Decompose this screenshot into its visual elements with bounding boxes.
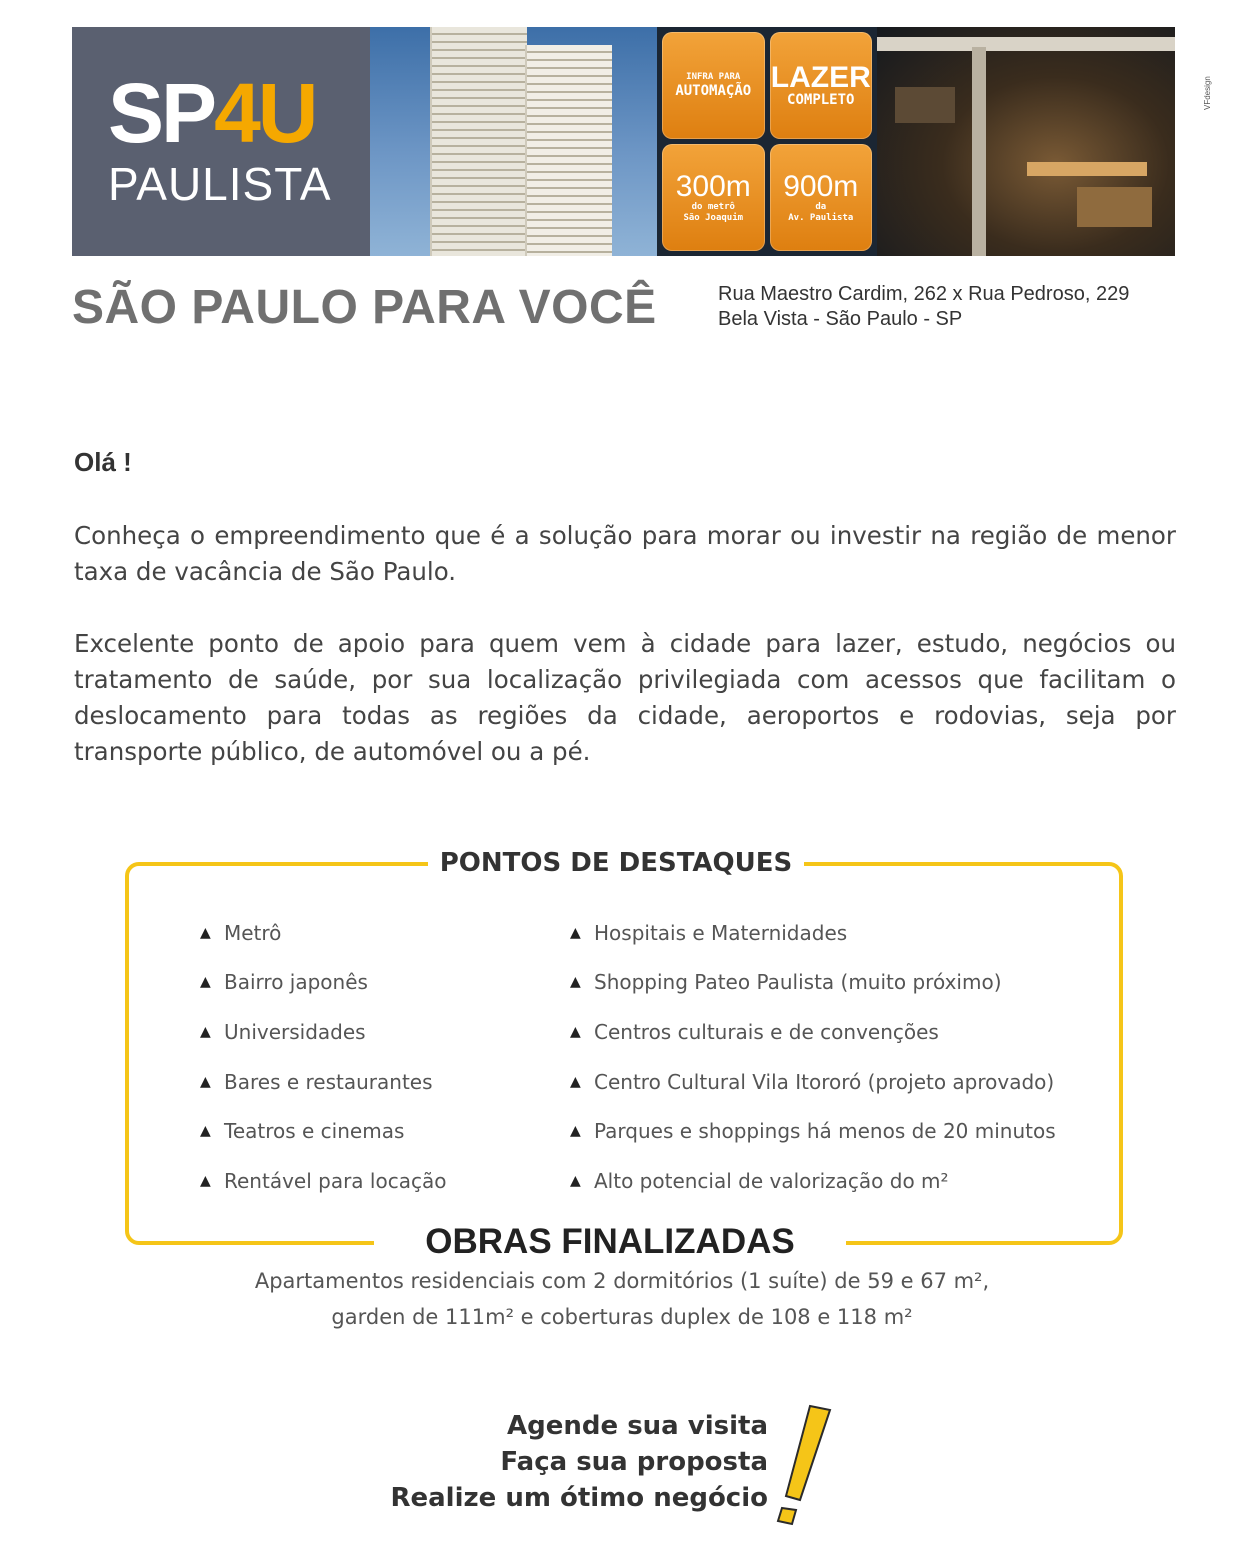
list-item: ▲ Metrô [200,920,282,945]
tower-facade [430,27,527,256]
cta-line-3: Realize um ótimo negócio [390,1483,768,1513]
range-hood [895,87,955,123]
intro-paragraph: Conheça o empreendimento que é a solução para morar ou investir na região de menor taxa de vacância de São Paulo. [74,521,1176,586]
list-item: ▲ Parques e shoppings há menos de 20 minutos [570,1119,1056,1144]
list-item: ▲ Teatros e cinemas [200,1119,405,1144]
table [1027,162,1147,176]
highlights-right-column [570,908,1056,1206]
highlights-title: PONTOS DE DESTAQUES [428,843,804,883]
triangle-bullet-icon: ▲ [570,974,581,991]
badge-leisure: LAZER COMPLETO [770,32,873,139]
units-line-2: garden de 111m² e coberturas duplex de 108 e 118 m² [331,1305,913,1329]
list-item: ▲ Rentável para locação [200,1168,447,1193]
cta-line-2: Faça sua proposta [500,1447,768,1477]
design-credit: VFdesign [1203,76,1212,110]
list-item: ▲ Shopping Pateo Paulista (muito próximo) [570,970,1002,995]
tower-facade-side [525,45,612,256]
address-line-2: Bela Vista - São Paulo - SP [718,308,963,330]
badge-automation: INFRA PARA AUTOMAÇÃO [662,32,765,139]
triangle-bullet-icon: ▲ [570,1172,581,1189]
list-item: ▲ Centros culturais e de convenções [570,1019,939,1044]
address [718,282,1129,332]
address-line-1: Rua Maestro Cardim, 262 x Rua Pedroso, 229 [718,283,1130,305]
triangle-bullet-icon: ▲ [200,1123,211,1140]
units-line-1: Apartamentos residenciais com 2 dormitórios (1 suíte) de 59 e 67 m², [254,1269,990,1293]
brand-logo [72,27,370,256]
list-item: ▲ Universidades [200,1019,366,1044]
triangle-bullet-icon: ▲ [200,1073,211,1090]
badge-paulista-distance: 900m da Av. Paulista [770,144,873,251]
counter [1077,187,1152,227]
logo-wordmark: SP4U [108,65,316,160]
list-item: ▲ Alto potencial de valorização do m² [570,1168,949,1193]
leisure-area-photo [877,27,1175,256]
triangle-bullet-icon: ▲ [570,1073,581,1090]
list-item: ▲ Bares e restaurantes [200,1069,433,1094]
location-paragraph: Excelente ponto de apoio para quem vem à cidade para lazer, estudo, negócios ou tratamento de saúde, por sua localização privilegiada com acessos que facilitam o deslocamento para todas as regiões da cidade, aeroportos e rodovias, seja por transporte público, de automóvel ou a pé. [74,629,1176,766]
highlights-left-column [200,908,446,1206]
badge-metro-distance: 300m do metrô São Joaquim [662,144,765,251]
triangle-bullet-icon: ▲ [200,1023,211,1040]
triangle-bullet-icon: ▲ [200,974,211,991]
page-headline: SÃO PAULO PARA VOCÊ [72,281,657,334]
pillar [972,47,986,256]
cta-line-1: Agende sua visita [507,1411,768,1441]
triangle-bullet-icon: ▲ [570,1123,581,1140]
pergola [877,37,1175,51]
call-to-action [330,1408,768,1516]
hero-banner [72,27,1175,256]
list-item: ▲ Hospitais e Maternidades [570,920,848,945]
building-photo [370,27,657,256]
greeting: Olá ! [74,447,132,477]
exclamation-icon [770,1400,840,1530]
triangle-bullet-icon: ▲ [200,1172,211,1189]
list-item: ▲ Bairro japonês [200,970,368,995]
status-label: OBRAS FINALIZADAS [374,1220,846,1264]
list-item: ▲ Centro Cultural Vila Itororó (projeto aprovado) [570,1069,1055,1094]
feature-badges [657,27,877,256]
triangle-bullet-icon: ▲ [570,1023,581,1040]
logo-subtitle: PAULISTA [108,157,332,210]
units-description [180,1263,1064,1335]
triangle-bullet-icon: ▲ [570,924,581,941]
triangle-bullet-icon: ▲ [200,924,211,941]
